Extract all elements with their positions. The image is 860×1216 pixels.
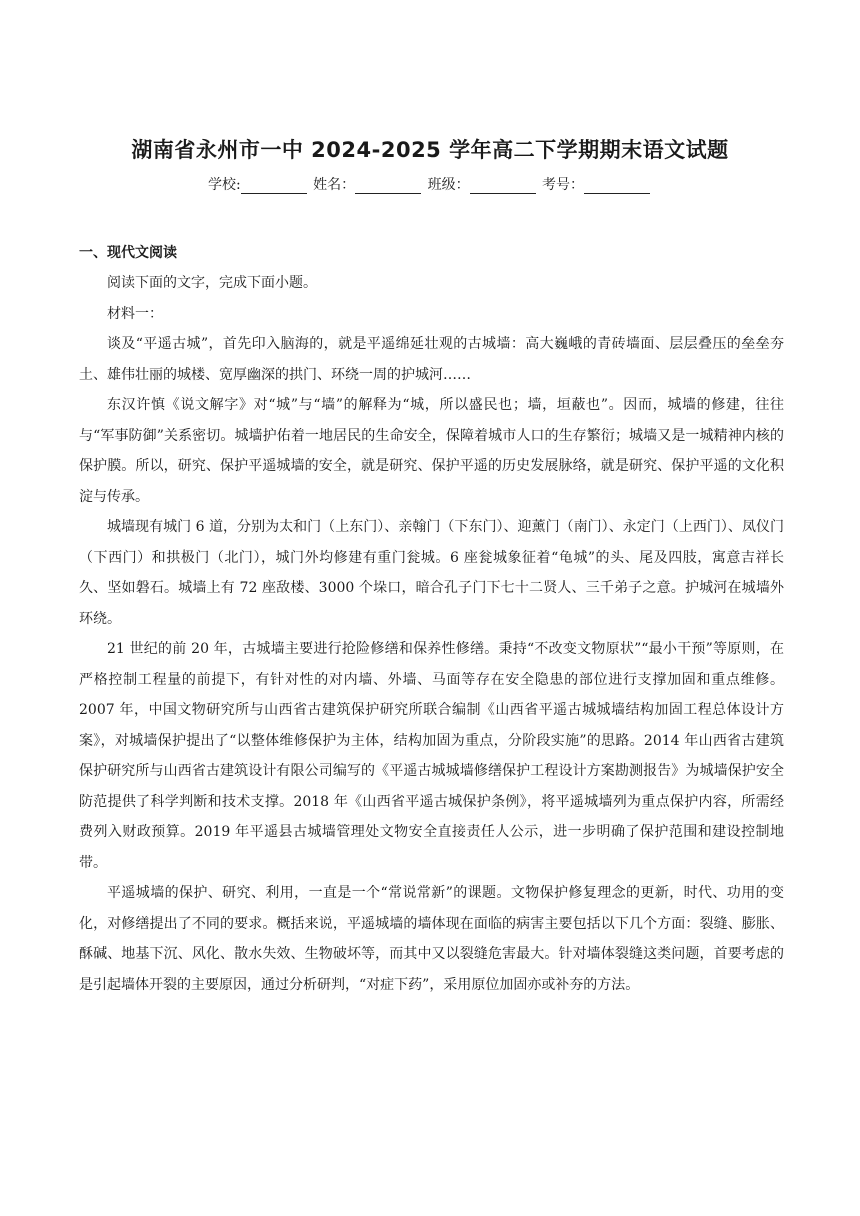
material-label: 材料一：	[107, 305, 163, 322]
school-label: 学校:	[207, 177, 241, 193]
reading-passage	[79, 268, 784, 1000]
paragraph-5: 平遥城墙的保护、研究、利用，一直是一个“常说常新”的课题。文物保护修复理念的更新，时代、功用的变化，对修缮提出了不同的要求。概括来说，平遥城墙的墙体现在面临的病害主要包括以下几个方面：裂缝、膨胀、酥碱、地基下沉、风化、散水失效、生物破坏等，而其中又以裂缝危害最大。针对墙体裂缝这类问题，首要考虑的是引起墙体开裂的主要原因，通过分析研判，“对症下药”，采用原位加固亦或补夯的方法。	[79, 885, 784, 993]
section-heading: 一、现代文阅读	[79, 245, 177, 261]
exam-number-label: 考号：	[542, 177, 585, 193]
school-blank	[241, 179, 307, 194]
instruction-text: 阅读下面的文字，完成下面小题。	[107, 275, 317, 291]
exam-number-blank	[584, 179, 650, 194]
paragraph-2: 东汉许慎《说文解字》对“城”与“墙”的解释为“城，所以盛民也；墙，垣蔽也”。因而，城墙的修建，往往与“军事防御”关系密切。城墙护佑着一地居民的生命安全，保障着城市人口的生存繁衍；城墙又是一城精神内核的保护膜。所以，研究、保护平遥城墙的安全，就是研究、保护平遥的历史发展脉络，就是研究、保护平遥的文化积淀与传承。	[79, 397, 784, 505]
name-blank	[355, 179, 421, 194]
paragraph-4: 21 世纪的前 20 年，古城墙主要进行抢险修缮和保养性修缮。秉持“不改变文物原状”“最小干预”等原则，在严格控制工程量的前提下，有针对性的对内墙、外墙、马面等存在安全隐患的部位进行支撑加固和重点维修。2007 年，中国文物研究所与山西省古建筑保护研究所联合编制《山西省平遥古城城墙结构加固工程总体设计方案》，对城墙保护提出了“以整体维修保护为主体，结构加固为重点，分阶段实施”的思路。2014 年山西省古建筑保护研究所与山西省古建筑设计有限公司编写的《平遥古城城墙修缮保护工程设计方案勘测报告》为城墙保护安全防范提供了科学判断和技术支撑。2018 年《山西省平遥古城保护条例》，将平遥城墙列为重点保护内容，所需经费列入财政预算。2019 年平遥县古城墙管理处文物安全直接责任人公示，进一步明确了保护范围和建设控制地带。	[79, 641, 784, 871]
paragraph-3: 城墙现有城门 6 道，分别为太和门（上东门）、亲翰门（下东门）、迎薰门（南门）、永定门（上西门）、凤仪门（下西门）和拱极门（北门），城门外均修建有重门瓮城。6 座瓮城象征着“龟城”的头、尾及四肢，寓意吉祥长久、坚如磐石。城墙上有 72 座敌楼、3000 个垛口，暗合孔子门下七十二贤人、三千弟子之意。护城河在城墙外环绕。	[79, 519, 784, 627]
paragraph-1: 谈及“平遥古城”，首先印入脑海的，就是平遥绵延壮观的古城墙：高大巍峨的青砖墙面、层层叠压的垒垒夯土、雄伟壮丽的城楼、宽厚幽深的拱门、环绕一周的护城河……	[79, 336, 784, 383]
exam-title: 湖南省永州市一中 2024-2025 学年高二下学期期末语文试题	[131, 138, 729, 162]
name-label: 姓名：	[313, 177, 356, 193]
student-info-line	[0, 174, 860, 194]
class-label: 班级：	[427, 177, 470, 193]
class-blank	[470, 179, 536, 194]
